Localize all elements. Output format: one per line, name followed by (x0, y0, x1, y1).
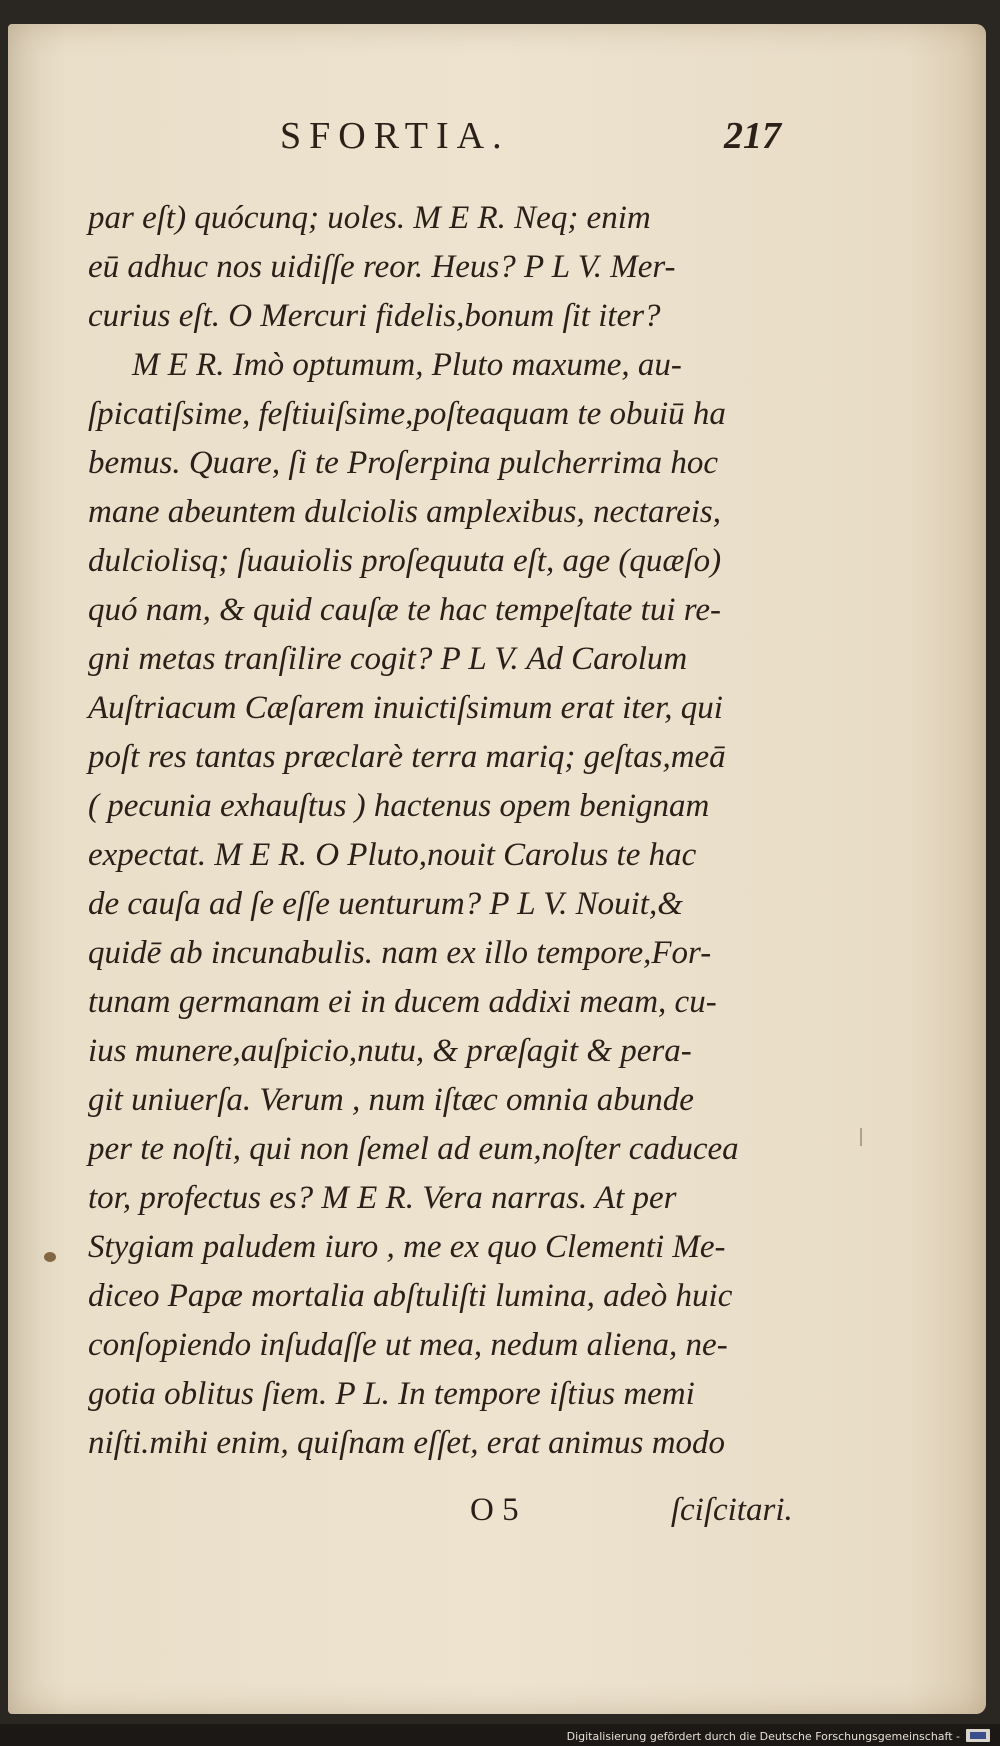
text-line: gotia oblitus ſiem. P L. In tempore iſtius memi (88, 1376, 695, 1412)
text-line: de cauſa ad ſe eſſe uenturum? P L V. Nouit,& (88, 886, 683, 922)
text-line: tor, profectus es? M E R. Vera narras. At per (88, 1180, 677, 1216)
text-line: dulciolisq; ſuauiolis proſequuta eſt, age (quæſo) (88, 543, 722, 579)
footer-bar (0, 1724, 1000, 1746)
book-page (8, 24, 986, 1714)
text-line: tunam germanam ei in ducem addixi meam, cu- (88, 984, 717, 1020)
text-line: per te noſti, qui non ſemel ad eum,noſter caducea (88, 1131, 739, 1167)
text-line: Stygiam paludem iuro , me ex quo Clementi Me- (88, 1229, 726, 1265)
text-line: git uniuerſa. Verum , num iſtæc omnia abunde (88, 1082, 694, 1118)
margin-mark (860, 1128, 862, 1146)
text-line: ſpicatiſsime, feſtiuiſsime,poſteaquam te obuiū ha (88, 396, 726, 432)
text-line: par eſt) quócunq; uoles. M E R. Neq; enim (88, 200, 651, 236)
text-line: conſopiendo inſudaſſe ut mea, nedum aliena, ne- (88, 1327, 728, 1363)
text-line: curius eſt. O Mercuri fidelis,bonum ſit iter? (88, 298, 661, 334)
running-title: SFORTIA. (280, 115, 510, 157)
ink-smudge (44, 1252, 56, 1262)
text-line: ( pecunia exhauſtus ) hactenus opem benignam (88, 788, 710, 824)
text-line: niſti.mihi enim, quiſnam eſſet, erat animus modo (88, 1425, 726, 1461)
text-line: expectat. M E R. O Pluto,nouit Carolus te hac (88, 837, 697, 873)
catchword: ſciſcitari. (670, 1492, 793, 1528)
text-line: diceo Papæ mortalia abſtuliſti lumina, adeò huic (88, 1278, 733, 1314)
text-line: gni metas tranſilire cogit? P L V. Ad Carolum (88, 641, 688, 677)
signature-mark: O 5 (470, 1492, 519, 1528)
text-line: mane abeuntem dulciolis amplexibus, nectareis, (88, 494, 721, 530)
text-line: M E R. Imò optumum, Pluto maxume, au- (132, 347, 682, 383)
body-text (88, 194, 808, 1468)
text-line: quó nam, & quid cauſæ te hac tempeſtate tui re- (88, 592, 721, 628)
text-line: eū adhuc nos uidiſſe reor. Heus? P L V. Mer- (88, 249, 676, 285)
signature-line (470, 1486, 793, 1535)
text-line: poſt res tantas præclarè terra mariq; geſtas,meā (88, 739, 726, 775)
footer-credit: Digitalisierung gefördert durch die Deutsche Forschungsgemeinschaft - (566, 1730, 960, 1743)
text-line: Auſtriacum Cæſarem inuictiſsimum erat iter, qui (88, 690, 723, 726)
page-number: 217 (724, 115, 781, 157)
text-line: bemus. Quare, ſi te Proſerpina pulcherrima hoc (88, 445, 718, 481)
dfg-logo-icon (966, 1729, 990, 1742)
page-header (8, 114, 986, 174)
text-line: ius munere,auſpicio,nutu, & præſagit & pera- (88, 1033, 692, 1069)
text-line: quidē ab incunabulis. nam ex illo tempore,For- (88, 935, 712, 971)
